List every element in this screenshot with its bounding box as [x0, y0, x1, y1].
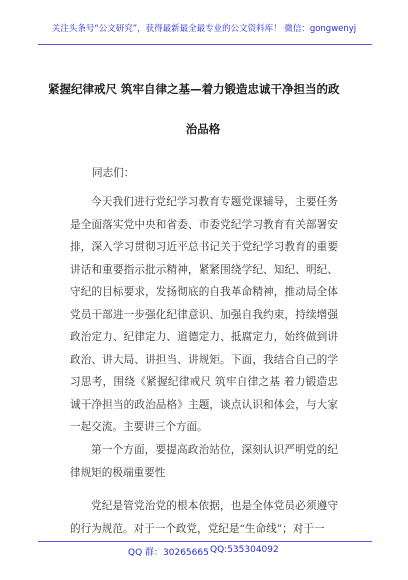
- footer-qq-number: QQ:535304092: [210, 545, 279, 555]
- paragraph-body: 党纪是管党治党的根本依据，也是全体党员必须遵守的行为规范。对于一个政党，党纪是“生命线”；对于一: [70, 500, 338, 535]
- document-title-line2: 治品格: [185, 122, 221, 136]
- footer-divider: [38, 541, 372, 542]
- footer-qq-group: QQ 群：30265665: [128, 548, 209, 558]
- paragraph-intro: 今天我们进行党纪学习教育专题党课辅导，主要任务是全面落实党中央和省委、市委党纪学习教育有关部署安排，深入学习贯彻习近平总书记关于党纪学习教育的重要讲话和重要指示批示精神，紧紧围绕学纪、知纪、明纪、守纪的目标要求，发扬彻底的自我革命精神，推动局全体党员干部进一步强化纪律意识、加强自我约束，持续增强政治定力、纪律定力、道德定力、抵腐定力，始终做到讲政治、讲大局、讲担当、讲规矩。下面，我结合自己的学习思考，围绕《紧握纪律戒尺 筑牢自律之基 着力锻造忠诚干净担当的政治品格》主题，谈点认识和体会，与大家一起交流。主要讲三个方面。: [70, 196, 338, 433]
- header-banner: 关注头条号“公文研究”，获得最新最全最专业的公文资料库！ 微信：gongwenyj: [51, 24, 357, 34]
- header-divider: [38, 44, 372, 45]
- document-title-line1: 紧握纪律戒尺 筑牢自律之基—着力锻造忠诚干净担当的政: [48, 82, 340, 96]
- salutation: 同志们：: [92, 167, 135, 179]
- paragraph-section-heading: 第一个方面，要提高政治站位，深刻认识严明党的纪律规矩的极端重要性: [70, 444, 338, 479]
